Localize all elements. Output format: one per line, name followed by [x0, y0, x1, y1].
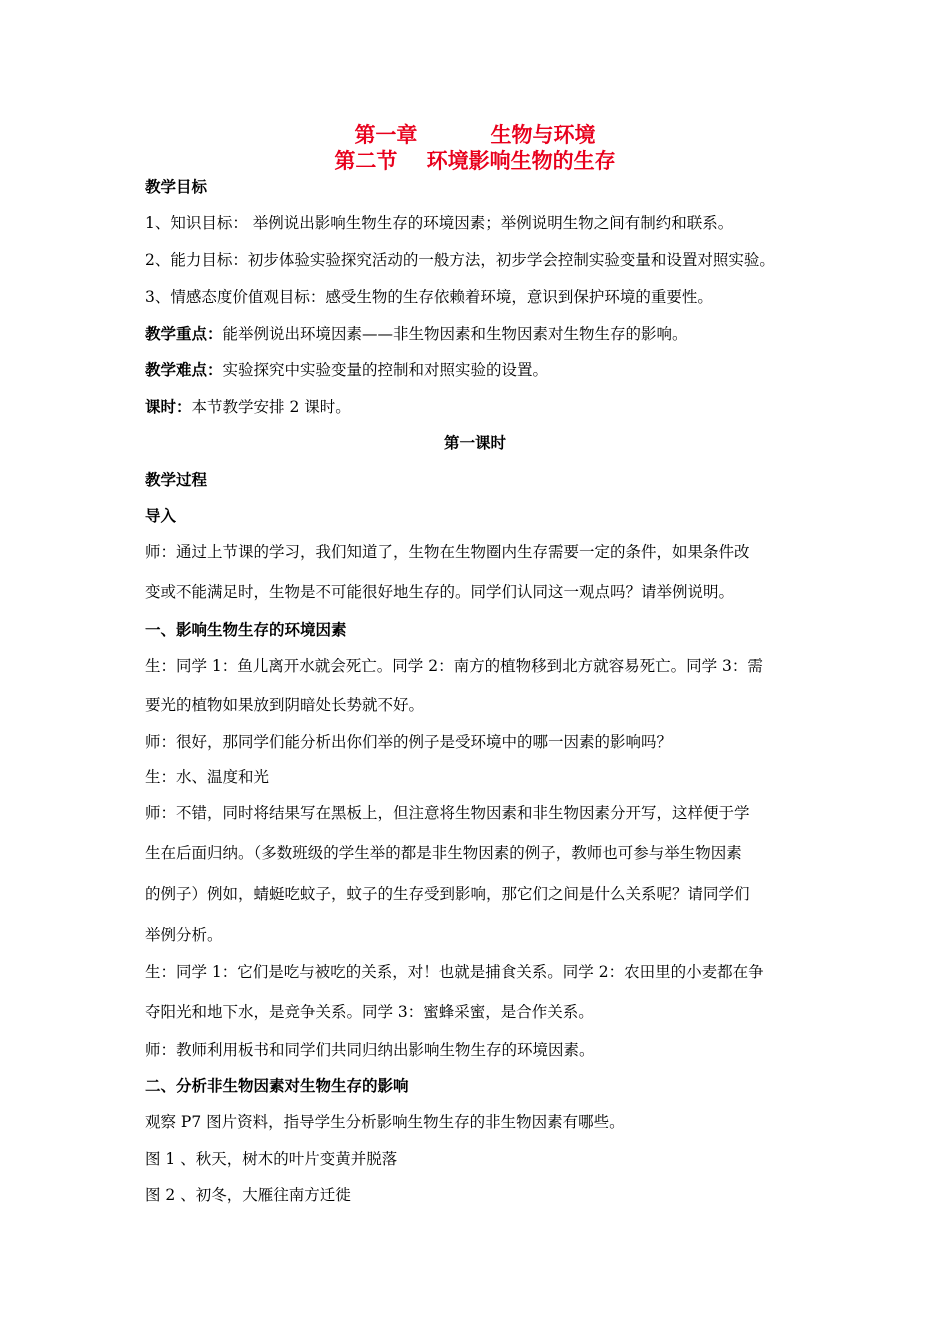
- paragraph-line: 生在后面归纳。（多数班级的学生举的都是非生物因素的例子，教师也可参与举生物因素: [145, 844, 742, 862]
- paragraph-line: 师：很好，那同学们能分析出你们举的例子是受环境中的哪一因素的影响吗？: [145, 733, 673, 751]
- period-text: 本节教学安排 2 课时。: [191, 398, 351, 416]
- chapter-title: 第一章 生物与环境: [354, 122, 596, 147]
- difficulty: [145, 359, 825, 381]
- section-title: 第二节 环境影响生物的生存: [334, 148, 616, 173]
- paragraph-line: 变或不能满足时，生物是不可能很好地生存的。同学们认同这一观点吗？请举例说明。: [145, 583, 735, 601]
- section-heading-1: 一、影响生物生存的环境因素: [145, 620, 347, 639]
- key-point-label: 教学重点：: [145, 324, 223, 343]
- difficulty-text: 实验探究中实验变量的控制和对照实验的设置。: [222, 361, 549, 379]
- paragraph-line: 的例子）例如，蜻蜓吃蚊子，蚊子的生存受到影响，那它们之间是什么关系呢？请同学们: [145, 885, 750, 903]
- paragraph-line: 要光的植物如果放到阴暗处长势就不好。: [145, 696, 425, 714]
- key-point-text: 能举例说出环境因素——非生物因素和生物因素对生物生存的影响。: [222, 325, 688, 343]
- paragraph-line: 生：水、温度和光: [145, 768, 270, 786]
- key-point: [145, 323, 825, 345]
- objective-ability: 2、能力目标：初步体验实验探究活动的一般方法，初步学会控制实验变量和设置对照实验。: [145, 251, 775, 269]
- period: [145, 396, 825, 418]
- figure-caption-1: 图 1 、秋天，树木的叶片变黄并脱落: [145, 1150, 398, 1168]
- figure-caption-2: 图 2 、初冬，大雁往南方迁徙: [145, 1186, 351, 1204]
- process-heading: 教学过程: [145, 470, 208, 489]
- period-label: 课时：: [145, 397, 192, 416]
- paragraph-line: 师：教师利用板书和同学们共同归纳出影响生物生存的环境因素。: [145, 1041, 595, 1059]
- objective-knowledge: 1、知识目标： 举例说出影响生物生存的环境因素；举例说明生物之间有制约和联系。: [145, 214, 734, 232]
- difficulty-label: 教学难点：: [145, 360, 223, 379]
- paragraph-line: 生：同学 1：它们是吃与被吃的关系，对！也就是捕食关系。同学 2：农田里的小麦都在争: [145, 963, 764, 981]
- paragraph-line: 师：不错，同时将结果写在黑板上，但注意将生物因素和非生物因素分开写，这样便于学: [145, 804, 750, 822]
- objectives-heading: 教学目标: [145, 177, 208, 196]
- paragraph-line: 观察 P7 图片资料，指导学生分析影响生物生存的非生物因素有哪些。: [145, 1113, 625, 1131]
- paragraph-line: 生：同学 1：鱼儿离开水就会死亡。同学 2：南方的植物移到北方就容易死亡。同学 3：需: [145, 657, 763, 675]
- intro-heading: 导入: [145, 506, 177, 525]
- section-heading-2: 二、分析非生物因素对生物生存的影响: [145, 1076, 409, 1095]
- paragraph-line: 夺阳光和地下水，是竞争关系。同学 3：蜜蜂采蜜，是合作关系。: [145, 1003, 594, 1021]
- lesson-title: 第一课时: [443, 433, 506, 452]
- paragraph-line: 举例分析。: [145, 926, 223, 944]
- objective-attitude: 3、情感态度价值观目标：感受生物的生存依赖着环境，意识到保护环境的重要性。: [145, 288, 713, 306]
- paragraph-line: 师：通过上节课的学习，我们知道了，生物在生物圈内生存需要一定的条件，如果条件改: [145, 543, 750, 561]
